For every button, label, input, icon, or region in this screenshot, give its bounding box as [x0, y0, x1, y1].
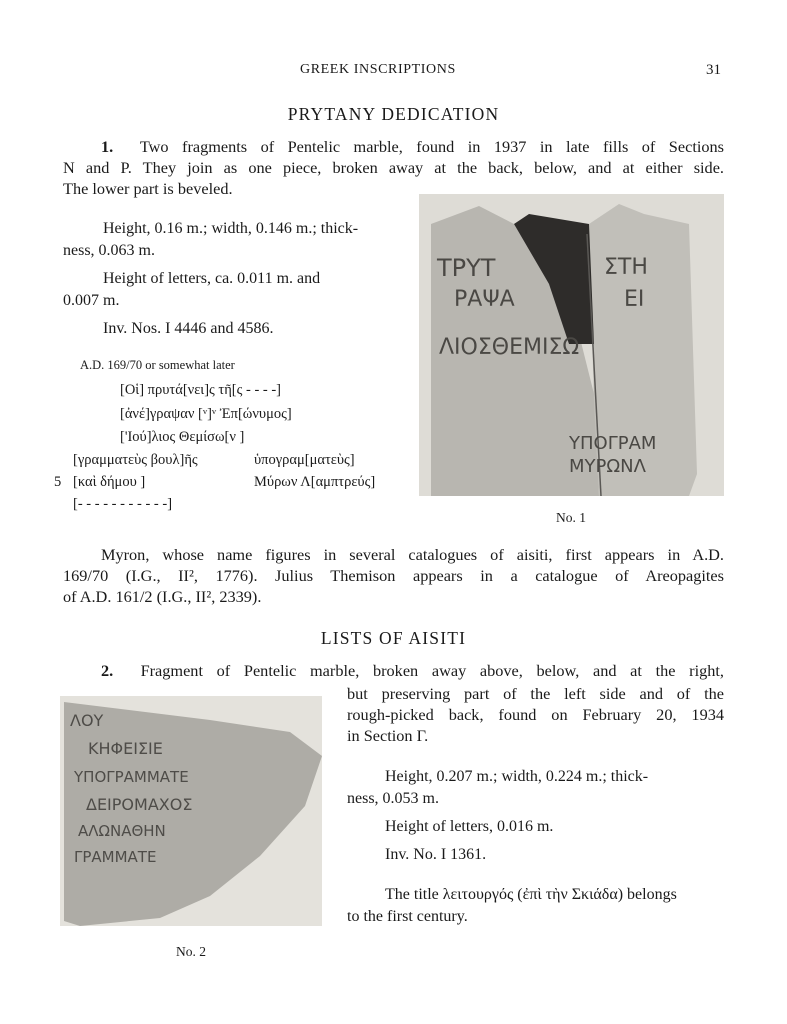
entry-2-title-note	[347, 884, 724, 928]
running-header: GREEK INSCRIPTIONS	[300, 62, 456, 77]
commentary-line-3: of A.D. 161/2 (I.G., II², 2339).	[63, 587, 262, 606]
photo-1-text-5: ΛΙΟΣΘΕΜΙΣΩ	[439, 335, 580, 360]
photo-2-text-1: ΛΟΥ	[70, 711, 104, 730]
photo-1-text-6: ΥΠΟΓΡΑΜ	[569, 433, 657, 454]
photo-1-caption: No. 1	[556, 510, 586, 525]
stone-fragment-2-image	[60, 696, 322, 926]
photo-1-text-7: ΜΥΡΩΝΛ	[569, 456, 646, 477]
commentary-line-2: 169/70 (I.G., II², 1776). Julius Themison appears in a catalogue of Areopagites	[63, 566, 724, 585]
inscription-line-6: [- - - - - - - - - - -]	[73, 496, 173, 512]
entry-1-date: A.D. 169/70 or somewhat later	[80, 358, 235, 372]
photo-2-text-3: ΥΠΟΓΡΑΜΜΑΤΕ	[74, 768, 189, 786]
inscription-line-3: ['Ιού]λιος Θεμίσω[ν ]	[120, 429, 245, 445]
entry-2-intro-line-3: rough-picked back, found on February 20, 1934	[347, 705, 724, 724]
photo-1-text-4: ΕΙ	[624, 287, 645, 312]
entry-2-intro-rest	[347, 683, 724, 746]
inscription-line-4-left: [γραμματεὺς βουλ]ῆς	[73, 452, 198, 468]
entry-1-intro-line-1: 1. Two fragments of Pentelic marble, found in 1937 in late fills of Sections	[101, 137, 724, 156]
entry-2-metadata	[347, 766, 724, 866]
inscription-line-1: [Οἱ] πρυτά[νει]ς τῆ[ς - - - -]	[120, 382, 282, 398]
entry-1-metadata	[63, 218, 405, 340]
photo-no-1	[419, 194, 724, 496]
entry-1-number: 1.	[101, 137, 114, 156]
entry-2-number: 2.	[101, 661, 114, 680]
photo-1-text-1: ΤΡΥΤ	[437, 254, 496, 282]
commentary-line-1: Myron, whose name figures in several catalogues of aisiti, first appears in A.D.	[101, 545, 724, 564]
photo-2-text-6: ΓΡΑΜΜΑΤΕ	[74, 848, 157, 866]
entry-1-letters-line-2: 0.007 m.	[63, 292, 120, 309]
inscription-line-5-left: [καὶ δήμου ]	[73, 474, 146, 490]
photo-2-text-4: ΔΕΙΡΟΜΑΧΟΣ	[86, 795, 193, 814]
page-number: 31	[706, 62, 721, 78]
section-title-prytany: PRYTANY DEDICATION	[287, 104, 500, 124]
inscription-line-5-right: Μύρων Λ[αμπτρεύς]	[254, 474, 376, 490]
entry-2-intro-line-2: but preserving part of the left side and of the	[347, 684, 724, 703]
entry-1-commentary	[63, 544, 724, 607]
photo-1-text-2: ΣΤΗ	[604, 255, 648, 280]
photo-2-text-2: ΚΗΦΕΙΣΙΕ	[88, 739, 163, 758]
entry-2-intro-line-4: in Section Γ.	[347, 726, 429, 745]
entry-2-dimensions-line-2: ness, 0.053 m.	[347, 790, 439, 807]
inscription-line-4-right: ὑπογραμ[ματεὺς]	[254, 452, 355, 468]
entry-1-dimensions-line-2: ness, 0.063 m.	[63, 242, 155, 259]
entry-1-inventory: Inv. Nos. I 4446 and 4586.	[103, 320, 274, 337]
inscription-line-2: [ἀνέ]γραψαν [ᵛ]ᵛ Ἐπ[ώνυμος]	[120, 406, 292, 422]
photo-1-text-3: ΡΑΨΑ	[454, 287, 515, 312]
entry-1-intro-line-3: The lower part is beveled.	[63, 179, 233, 198]
photo-2-caption: No. 2	[176, 944, 206, 959]
inscription-line-number-5: 5	[54, 474, 62, 490]
section-title-aisiti: LISTS OF AISITI	[320, 628, 467, 648]
photo-no-2	[60, 696, 322, 926]
entry-2-note-line-1: The title λειτουργός (ἐπὶ τὴν Σκιάδα) belongs	[385, 886, 677, 903]
stone-fragment-1-image	[419, 194, 724, 496]
entry-2-note-line-2: to the first century.	[347, 908, 468, 925]
entry-1-intro	[63, 136, 724, 199]
entry-2-inventory: Inv. No. I 1361.	[385, 846, 487, 863]
entry-1-letters-line-1: Height of letters, ca. 0.011 m. and	[103, 270, 321, 287]
entry-2-intro-line-1: 2. Fragment of Pentelic marble, broken away above, below, and at the right,	[101, 661, 724, 680]
photo-2-text-5: ΑΛΩΝΑΘΗΝ	[78, 822, 166, 840]
entry-1-intro-line-2: N and P. They join as one piece, broken away at the back, below, and at either side.	[63, 158, 724, 177]
entry-2-dimensions-line-1: Height, 0.207 m.; width, 0.224 m.; thick-	[385, 768, 649, 785]
entry-1-dimensions-line-1: Height, 0.16 m.; width, 0.146 m.; thick-	[103, 220, 359, 237]
entry-2-letters: Height of letters, 0.016 m.	[385, 818, 554, 835]
